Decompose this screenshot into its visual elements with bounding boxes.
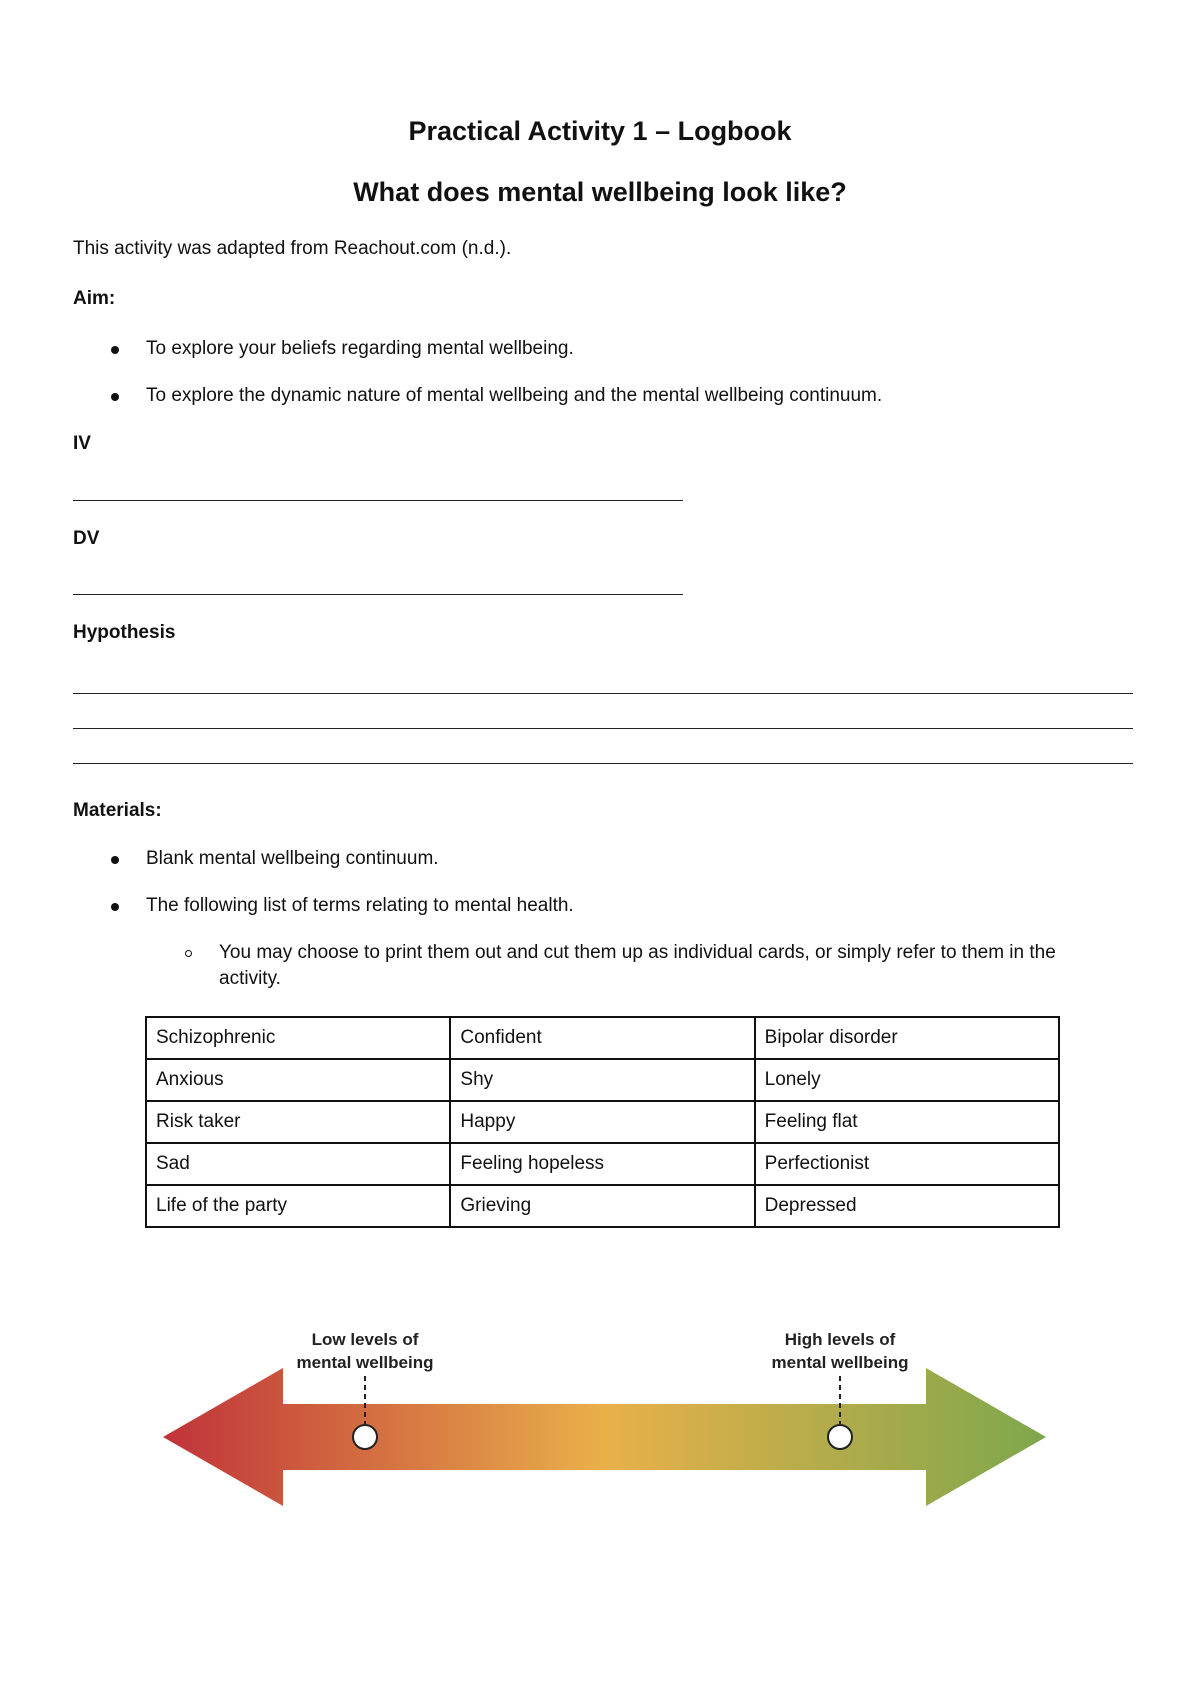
hypothesis-line-3[interactable] xyxy=(73,763,1133,764)
bullet-dot xyxy=(111,856,119,864)
low-marker-circle xyxy=(353,1425,377,1449)
bullet-dot xyxy=(111,393,119,401)
materials-item-1: Blank mental wellbeing continuum. xyxy=(146,848,439,869)
dv-label: DV xyxy=(73,528,100,549)
aim-label: Aim: xyxy=(73,288,116,309)
term-cell: Risk taker xyxy=(146,1101,450,1143)
high-marker-circle xyxy=(828,1425,852,1449)
term-cell: Feeling hopeless xyxy=(450,1143,754,1185)
materials-item-2: The following list of terms relating to mental health. xyxy=(146,895,574,916)
bullet-dot xyxy=(111,346,119,354)
intro-text: This activity was adapted from Reachout.com (n.d.). xyxy=(73,238,512,259)
bullet-dot xyxy=(111,903,119,911)
term-cell: Lonely xyxy=(755,1059,1059,1101)
term-cell: Happy xyxy=(450,1101,754,1143)
hypothesis-line-2[interactable] xyxy=(73,728,1133,729)
page-subtitle: What does mental wellbeing look like? xyxy=(353,177,847,207)
high-label-line2: mental wellbeing xyxy=(771,1353,909,1372)
hypothesis-line-1[interactable] xyxy=(73,693,1133,694)
dv-answer-line[interactable] xyxy=(73,594,683,595)
table-row xyxy=(146,1185,1059,1227)
aim-item-1: To explore your beliefs regarding mental wellbeing. xyxy=(146,338,574,359)
sub-bullet-ring xyxy=(185,950,192,957)
table-row xyxy=(146,1143,1059,1185)
low-label-line1: Low levels of xyxy=(311,1330,419,1349)
term-cell: Schizophrenic xyxy=(146,1017,450,1059)
term-cell: Life of the party xyxy=(146,1185,450,1227)
term-cell: Perfectionist xyxy=(755,1143,1059,1185)
table-row xyxy=(146,1017,1059,1059)
materials-label: Materials: xyxy=(73,800,162,821)
term-cell: Confident xyxy=(450,1017,754,1059)
high-label-line1: High levels of xyxy=(784,1330,896,1349)
term-cell: Bipolar disorder xyxy=(755,1017,1059,1059)
term-cell: Sad xyxy=(146,1143,450,1185)
continuum-double-arrow xyxy=(163,1368,1046,1506)
materials-subitem-line2: activity. xyxy=(219,968,281,989)
hypothesis-label: Hypothesis xyxy=(73,622,176,643)
iv-answer-line[interactable] xyxy=(73,500,683,501)
term-cell: Feeling flat xyxy=(755,1101,1059,1143)
term-cell: Anxious xyxy=(146,1059,450,1101)
wellbeing-continuum xyxy=(0,1300,1200,1520)
iv-label: IV xyxy=(73,433,91,454)
table-row xyxy=(146,1101,1059,1143)
table-row xyxy=(146,1059,1059,1101)
aim-item-2: To explore the dynamic nature of mental wellbeing and the mental wellbeing continuum. xyxy=(146,385,883,406)
term-cell: Depressed xyxy=(755,1185,1059,1227)
low-label-line2: mental wellbeing xyxy=(296,1353,434,1372)
page-title: Practical Activity 1 – Logbook xyxy=(408,116,792,146)
term-cell: Grieving xyxy=(450,1185,754,1227)
materials-subitem-line1: You may choose to print them out and cut them up as individual cards, or simply refer to them in the xyxy=(219,942,1056,963)
term-cell: Shy xyxy=(450,1059,754,1101)
terms-table xyxy=(145,1016,1060,1228)
